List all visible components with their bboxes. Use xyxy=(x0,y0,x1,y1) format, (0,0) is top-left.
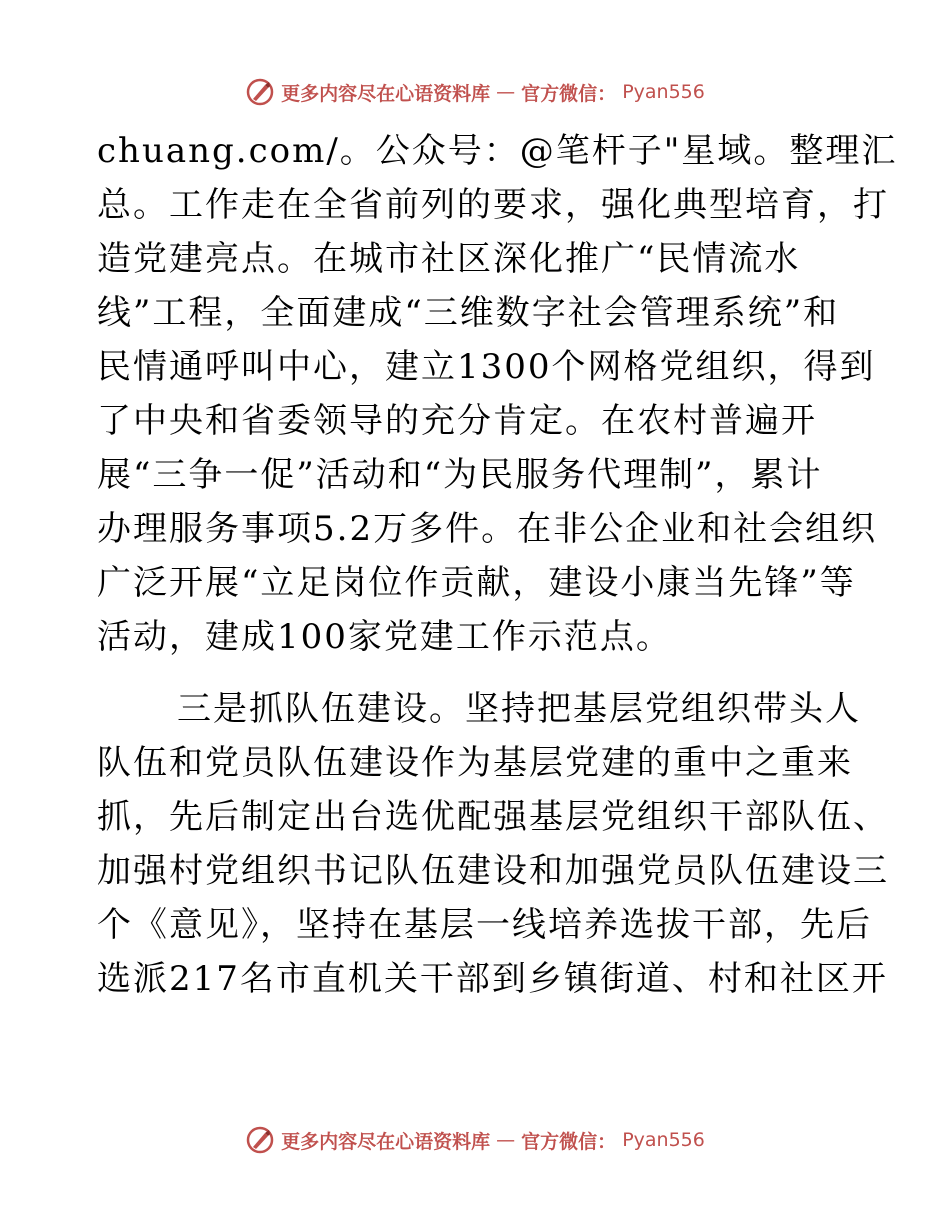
watermark-id: Pyan556 xyxy=(622,81,705,103)
logo-icon xyxy=(245,1125,275,1155)
text-line: 民情通呼叫中心，建立1300个网格党组织，得到 xyxy=(97,347,876,387)
text-line: 加强村党组织书记队伍建设和加强党员队伍建设三 xyxy=(97,851,889,891)
text-line: 抓，先后制定出台选优配强基层党组织干部队伍、 xyxy=(97,797,889,837)
footer-watermark xyxy=(0,1120,950,1160)
text-line: 队伍和党员队伍建设作为基层党建的重中之重来 xyxy=(97,743,853,783)
logo-icon xyxy=(245,77,275,107)
text-line: chuang.com/。公众号：@笔杆子"星域。整理汇 xyxy=(97,131,898,171)
watermark-separator: — xyxy=(496,81,516,103)
text-line: 选派217名市直机关干部到乡镇街道、村和社区开 xyxy=(97,959,888,999)
watermark-text: 更多内容尽在心语资料库 xyxy=(281,1130,491,1153)
text-line: 活动，建成100家党建工作示范点。 xyxy=(97,617,672,657)
text-line: 线”工程，全面建成“三维数字社会管理系统”和 xyxy=(97,293,840,333)
watermark-label: 官方微信： xyxy=(521,1130,617,1153)
text-line: 造党建亮点。在城市社区深化推广“民情流水 xyxy=(97,239,801,279)
watermark-text: 更多内容尽在心语资料库 xyxy=(281,82,491,105)
header-watermark xyxy=(0,72,950,112)
text-line: 总。工作走在全省前列的要求，强化典型培育，打 xyxy=(97,185,889,225)
text-line: 了中央和省委领导的充分肯定。在农村普遍开 xyxy=(97,401,817,441)
paragraph-start-line: 三是抓队伍建设。坚持把基层党组织带头人 xyxy=(177,689,861,729)
document-body xyxy=(97,124,898,1006)
watermark-separator: — xyxy=(496,1129,516,1151)
text-line: 广泛开展“立足岗位作贡献，建设小康当先锋”等 xyxy=(97,563,856,603)
text-line: 展“三争一促”活动和“为民服务代理制”，累计 xyxy=(97,455,823,495)
watermark-label: 官方微信： xyxy=(521,82,617,105)
watermark-id: Pyan556 xyxy=(622,1129,705,1151)
text-line: 个《意见》，坚持在基层一线培养选拔干部，先后 xyxy=(97,905,872,945)
text-line: 办理服务事项5.2万多件。在非公企业和社会组织 xyxy=(97,509,878,549)
